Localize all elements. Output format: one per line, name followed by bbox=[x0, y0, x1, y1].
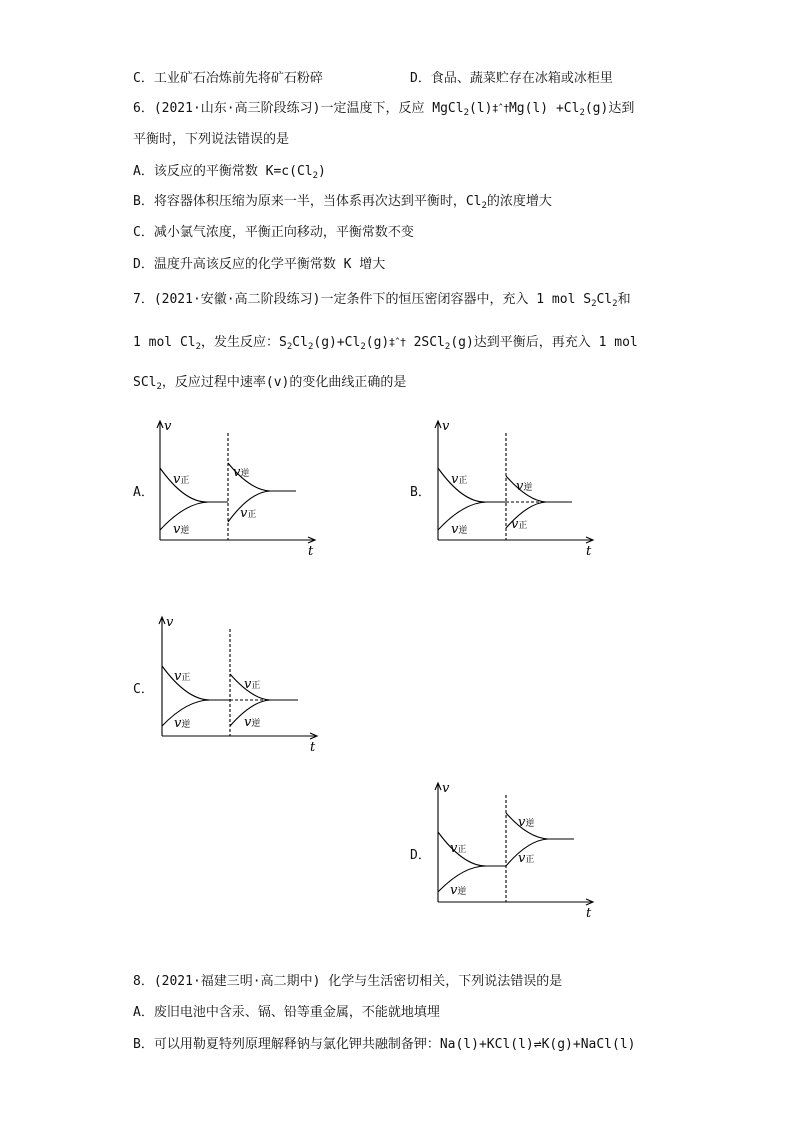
y-axis-label: v bbox=[166, 615, 174, 630]
q7-stem-line3: SCl$_2$，反应过程中速率(v)的变化曲线正确的是 bbox=[133, 375, 407, 392]
q7-stem-line1: 7．(2021·安徽·高二阶段练习)一定条件下的恒压密闭容器中，充入 1 mol $S_2Cl_2$和 bbox=[133, 292, 631, 309]
q5-option-c: C．工业矿石冶炼前先将矿石粉碎 bbox=[133, 71, 323, 86]
q8-option-b: B．可以用勒夏特列原理解释钠与氯化钾共融制备钾：Na(l)+KCl(l)⇌K(g)+NaCl(l) bbox=[133, 1037, 636, 1052]
graph-b bbox=[428, 418, 603, 558]
v-forward-label: v正 bbox=[518, 851, 535, 866]
q7-stem-line2: 1 mol $Cl_2$，发生反应：$S_2Cl_2(g)+Cl_2(g)\ddagger ˆ\dagger$ 2SCl$_2$(g)达到平衡后，再充入 1 mol bbox=[133, 335, 638, 352]
q6-option-d: D．温度升高该反应的化学平衡常数 K 增大 bbox=[133, 257, 386, 272]
v-forward-label: v正 bbox=[450, 841, 467, 856]
q8-option-a: A．废旧电池中含汞、镉、铅等重金属，不能就地填埋 bbox=[133, 1005, 440, 1020]
graph-a bbox=[150, 418, 325, 558]
v-forward-label: v正 bbox=[451, 472, 468, 487]
v-reverse-label: v逆 bbox=[244, 715, 261, 730]
q6-option-c: C．减小氯气浓度，平衡正向移动，平衡常数不变 bbox=[133, 225, 414, 240]
v-forward-label: v正 bbox=[173, 472, 190, 487]
graph-d-label: D． bbox=[410, 848, 431, 863]
x-axis-label: t bbox=[308, 544, 314, 559]
v-forward-label: v正 bbox=[511, 517, 528, 532]
y-axis-label: v bbox=[442, 781, 450, 796]
graph-b-label: B． bbox=[410, 485, 431, 500]
v-forward-label: v正 bbox=[244, 677, 261, 692]
equilibrium-arrow-icon: ‡ˆ† bbox=[492, 102, 509, 115]
v-forward-label: v正 bbox=[174, 669, 191, 684]
graph-c bbox=[152, 614, 327, 754]
q6-option-b: B．将容器体积压缩为原来一半，当体系再次达到平衡时，$Cl_2$的浓度增大 bbox=[133, 194, 552, 211]
graph-c-label: C． bbox=[133, 682, 154, 697]
v-reverse-label: v逆 bbox=[518, 815, 535, 830]
graph-d bbox=[428, 780, 603, 920]
y-axis-label: v bbox=[442, 419, 450, 434]
q5-option-d: D．食品、蔬菜贮存在冰箱或冰柜里 bbox=[410, 71, 613, 86]
q6-stem-line1: 6．(2021·山东·高三阶段练习)一定温度下，反应 MgCl$_2$(l)‡ˆ†Mg(l) $+Cl_2(g)$达到 bbox=[133, 101, 635, 118]
v-reverse-label: v逆 bbox=[233, 465, 250, 480]
q6-option-a: A．该反应的平衡常数 $K=c(Cl_2)$ bbox=[133, 164, 326, 181]
v-reverse-label: v逆 bbox=[516, 479, 533, 494]
x-axis-label: t bbox=[586, 544, 592, 559]
v-reverse-label: v逆 bbox=[173, 522, 190, 537]
graph-a-label: A． bbox=[133, 485, 154, 500]
x-axis-label: t bbox=[310, 740, 316, 755]
equilibrium-arrow-icon: ‡ˆ† bbox=[389, 336, 406, 349]
v-reverse-label: v逆 bbox=[450, 883, 467, 898]
q6-stem-line2: 平衡时，下列说法错误的是 bbox=[133, 132, 290, 147]
v-reverse-label: v逆 bbox=[451, 522, 468, 537]
y-axis-label: v bbox=[164, 419, 172, 434]
q8-stem: 8．(2021·福建三明·高二期中) 化学与生活密切相关，下列说法错误的是 bbox=[133, 974, 563, 989]
v-forward-label: v正 bbox=[240, 506, 257, 521]
v-reverse-label: v逆 bbox=[174, 716, 191, 731]
x-axis-label: t bbox=[586, 906, 592, 921]
